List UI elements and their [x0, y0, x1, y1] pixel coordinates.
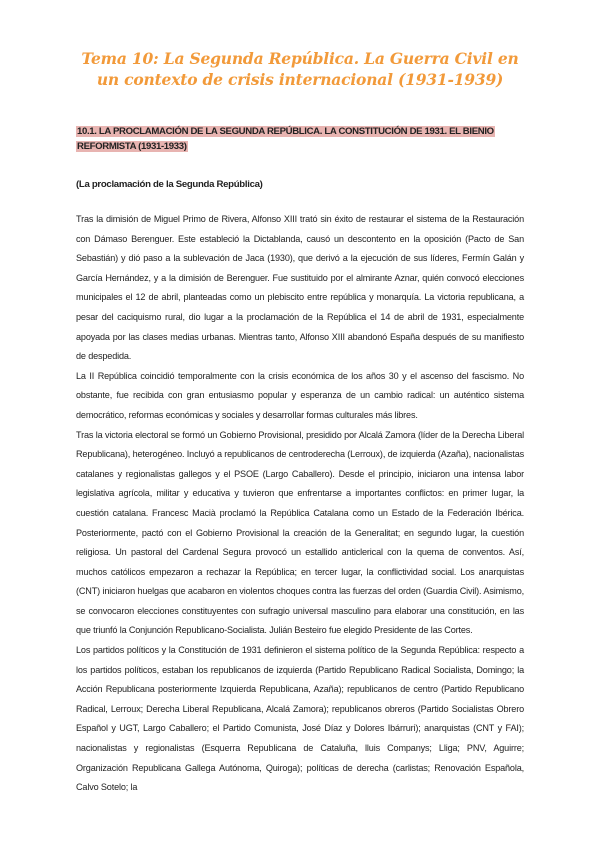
document-title: Tema 10: La Segunda República. La Guerra Civil en un contexto de crisis internacional (1931-1939)	[81, 49, 519, 89]
section-heading-highlight: 10.1. LA PROCLAMACIÓN DE LA SEGUNDA REPÚBLICA. LA CONSTITUCIÓN DE 1931. EL BIENIO REFORMISTA (1931-1933)	[77, 126, 494, 152]
paragraph-1: Tras la dimisión de Miguel Primo de Rivera, Alfonso XIII trató sin éxito de restaurar el sistema de la Restauración con Dámaso Berenguer. Este estableció la Dictablanda, causó un descontento en la oposición (Pacto de San Sebastián) y dió paso a la sublevación de Jaca (1930), que derivó a la ejecución de sus líderes, Fermín Galán y García Hernández, y a la dimisión de Berenguer. Fue sustituido por el almirante Aznar, quién convocó elecciones municipales el 12 de abril, planteadas como un plebiscito entre república y monarquía. La victoria republicana, a pesar del caciquismo rural, dio lugar a la proclamación de la República el 14 de abril de 1931, especialmente apoyada por las clases medias urbanas. Mientras tanto, Alfonso XIII abandonó España después de su manifiesto de despedida.	[76, 214, 524, 362]
subheading: (La proclamación de la Segunda República)	[76, 179, 263, 190]
body-text	[76, 210, 524, 798]
paragraph-4: Los partidos políticos y la Constitución de 1931 definieron el sistema político de la Segunda República: respecto a los partidos políticos, estaban los republicanos de izquierda (Partido Republicano Radical Socialista, Domingo; la Acción Republicana posteriormente Izquierda Republicana, Azaña); republicanos de centro (Partido Republicano Radical, Lerroux; Derecha Liberal Republicana, Alcalá Zamora); republicanos obreros (Partido Socialistas Obrero Español y UGT, Largo Caballero; el Partido Comunista, José Díaz y Dolores Ibárruri); anarquistas (CNT y FAI); nacionalistas y regionalistas (Esquerra Republicana de Cataluña, lluis Companys; Lliga; PNV, Aguirre; Organización Republicana Gallega Autónoma, Quiroga); políticas de derecha (carlistas; Renovación Española, Calvo Sotelo; la	[76, 645, 524, 793]
paragraph-2: La II República coincidió temporalmente con la crisis económica de los años 30 y el ascenso del fascismo. No obstante, fue recibida con gran entusiasmo popular y esperanza de un cambio radical: un auténtico sistema democrático, reformas económicas y sociales y desarrollar formas culturales más libres.	[76, 370, 524, 420]
paragraph-3: Tras la victoria electoral se formó un Gobierno Provisional, presidido por Alcalá Zamora (líder de la Derecha Liberal Republicana), heterogéneo. Incluyó a republicanos de centroderecha (Lerroux), de izquierda (Azaña), nacionalistas catalanes y regionalistas gallegos y el PSOE (Largo Caballero). Desde el principio, iniciaron una intensa labor legislativa agrícola, militar y educativa y tuvieron que enfrentarse a importantes conflictos: en primer lugar, la cuestión catalana. Francesc Macià proclamó la República Catalana como un Estado de la Federación Ibérica. Posteriormente, pactó con el Gobierno Provisional la creación de la Generalitat; en segundo lugar, la cuestión religiosa. Un pastoral del Cardenal Segura provocó un estallido anticlerical con la quema de conventos. Así, muchos católicos empezaron a rechazar la República; en tercer lugar, la conflictividad social. Los anarquistas (CNT) iniciaron huelgas que acabaron en violentos choques contra las fuerzas del orden (Guardia Civil). Asimismo, se convocaron elecciones constituyentes con sufragio universal masculino para elaborar una constitución, en las que triunfó la Conjunción Republicano-Socialista. Julián Besteiro fue elegido Presidente de las Cortes.	[76, 429, 524, 636]
section-heading	[76, 124, 524, 154]
